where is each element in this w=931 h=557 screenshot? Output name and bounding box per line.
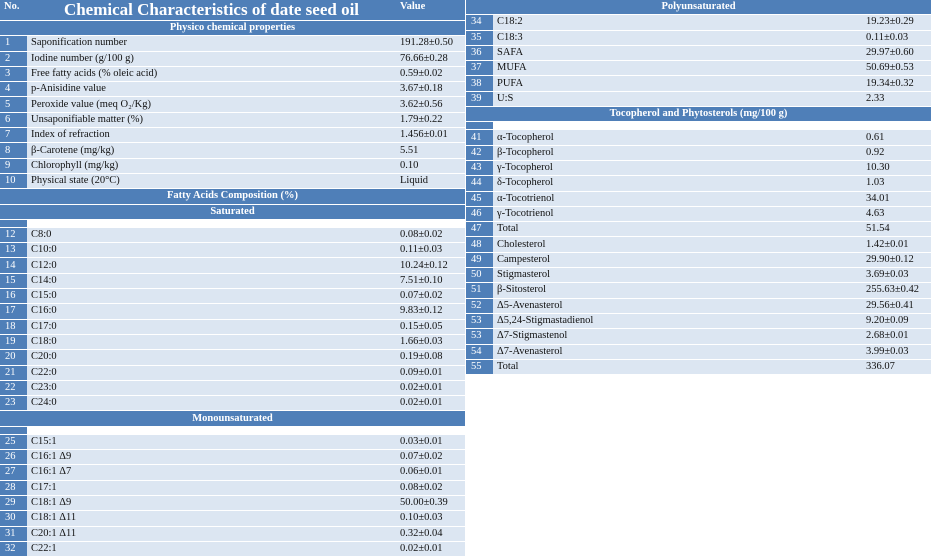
- table-row: [466, 313, 931, 328]
- table-row: [0, 227, 465, 242]
- table-row: [466, 359, 931, 374]
- row-value: 29.90±0.12: [862, 252, 931, 267]
- row-number: 2: [0, 51, 27, 66]
- table-row: [466, 191, 931, 206]
- row-value: 0.02±0.01: [396, 380, 465, 395]
- row-value: 10.30: [862, 160, 931, 175]
- row-value: 0.02±0.01: [396, 396, 465, 411]
- row-value: 1.79±0.22: [396, 112, 465, 127]
- table-row: [0, 36, 465, 51]
- row-value: 3.69±0.03: [862, 268, 931, 283]
- row-label: p-Anisidine value: [27, 82, 396, 97]
- section-header: [0, 204, 465, 219]
- row-value: 0.92: [862, 145, 931, 160]
- row-number: 15: [0, 273, 27, 288]
- row-label: C18:2: [493, 15, 862, 30]
- table-title: Chemical Characteristics of date seed oil: [27, 0, 396, 21]
- row-value: 76.66±0.28: [396, 51, 465, 66]
- row-number: 25: [0, 434, 27, 449]
- table-row: [466, 45, 931, 60]
- row-value: 0.07±0.02: [396, 450, 465, 465]
- section-header: [466, 107, 931, 122]
- table-row: [466, 344, 931, 359]
- row-value: 1.456±0.01: [396, 128, 465, 143]
- table-row: [466, 283, 931, 298]
- table-row: [0, 304, 465, 319]
- row-number: 55: [466, 359, 493, 374]
- row-value: 0.61: [862, 130, 931, 145]
- row-value: 9.20±0.09: [862, 313, 931, 328]
- row-value: 1.66±0.03: [396, 334, 465, 349]
- table-row: [466, 329, 931, 344]
- row-label: β-Carotene (mg/kg): [27, 143, 396, 158]
- row-value: 255.63±0.42: [862, 283, 931, 298]
- row-label: Peroxide value (meq O₂/Kg): [27, 97, 396, 112]
- row-value: 4.63: [862, 206, 931, 221]
- row-label: Stigmasterol: [493, 268, 862, 283]
- row-label: Δ7-Avenasterol: [493, 344, 862, 359]
- row-label: C17:0: [27, 319, 396, 334]
- row-value: 7.51±0.10: [396, 273, 465, 288]
- table-row: [0, 51, 465, 66]
- row-value: 1.42±0.01: [862, 237, 931, 252]
- row-number: 49: [466, 252, 493, 267]
- row-value: 0.11±0.03: [396, 243, 465, 258]
- table-row: [0, 158, 465, 173]
- table-row: [0, 66, 465, 81]
- row-value: 0.10: [396, 158, 465, 173]
- row-number: 30: [0, 511, 27, 526]
- row-value: 0.03±0.01: [396, 434, 465, 449]
- row-label: C22:1: [27, 541, 396, 556]
- row-label: Unsaponifiable matter (%): [27, 112, 396, 127]
- row-number: 43: [466, 160, 493, 175]
- row-number: 7: [0, 128, 27, 143]
- table-row: [466, 252, 931, 267]
- table-row: [0, 434, 465, 449]
- row-label: MUFA: [493, 61, 862, 76]
- row-number: 20: [0, 350, 27, 365]
- spacer-cell: [0, 426, 27, 434]
- table-row: [466, 91, 931, 106]
- row-label: C15:1: [27, 434, 396, 449]
- table-row: [466, 268, 931, 283]
- row-label: β-Sitosterol: [493, 283, 862, 298]
- row-value: 0.08±0.02: [396, 227, 465, 242]
- row-number: 51: [466, 283, 493, 298]
- row-label: Total: [493, 222, 862, 237]
- row-value: 3.99±0.03: [862, 344, 931, 359]
- row-label: Index of refraction: [27, 128, 396, 143]
- table-row: [0, 112, 465, 127]
- row-number: 3: [0, 66, 27, 81]
- row-label: C18:3: [493, 30, 862, 45]
- row-label: Cholesterol: [493, 237, 862, 252]
- row-value: 50.00±0.39: [396, 495, 465, 510]
- section-title: Tocopherol and Phytosterols (mg/100 g): [466, 107, 931, 122]
- section-header: [0, 189, 465, 204]
- row-label: Free fatty acids (% oleic acid): [27, 66, 396, 81]
- table-row: [466, 130, 931, 145]
- row-number: 12: [0, 227, 27, 242]
- spacer-row: [466, 122, 931, 130]
- row-number: 39: [466, 91, 493, 106]
- table-row: [466, 160, 931, 175]
- row-label: C17:1: [27, 480, 396, 495]
- row-label: Δ5-Avenasterol: [493, 298, 862, 313]
- row-number: 45: [466, 191, 493, 206]
- row-value: 0.11±0.03: [862, 30, 931, 45]
- row-number: 22: [0, 380, 27, 395]
- row-number: 47: [466, 222, 493, 237]
- table-row: [0, 82, 465, 97]
- row-label: α-Tocopherol: [493, 130, 862, 145]
- row-number: 46: [466, 206, 493, 221]
- row-number: 18: [0, 319, 27, 334]
- row-value: 0.06±0.01: [396, 465, 465, 480]
- row-value: 51.54: [862, 222, 931, 237]
- row-value: Liquid: [396, 173, 465, 188]
- right-table: [466, 0, 931, 375]
- row-number: 5: [0, 97, 27, 112]
- row-number: 37: [466, 61, 493, 76]
- row-label: SAFA: [493, 45, 862, 60]
- row-number: 42: [466, 145, 493, 160]
- row-number: 27: [0, 465, 27, 480]
- table-row: [0, 319, 465, 334]
- row-label: γ-Tocopherol: [493, 160, 862, 175]
- row-number: 10: [0, 173, 27, 188]
- row-number: 28: [0, 480, 27, 495]
- row-value: 0.10±0.03: [396, 511, 465, 526]
- row-value: 0.15±0.05: [396, 319, 465, 334]
- row-number: 38: [466, 76, 493, 91]
- row-value: 191.28±0.50: [396, 36, 465, 51]
- spacer-cell: [0, 219, 27, 227]
- row-label: α-Tocotrienol: [493, 191, 862, 206]
- section-header: [0, 21, 465, 36]
- row-value: 10.24±0.12: [396, 258, 465, 273]
- spacer-cell: [27, 426, 465, 434]
- row-label: Iodine number (g/100 g): [27, 51, 396, 66]
- row-label: Campesterol: [493, 252, 862, 267]
- row-number: 29: [0, 495, 27, 510]
- table-row: [0, 495, 465, 510]
- row-value: 34.01: [862, 191, 931, 206]
- row-value: 0.59±0.02: [396, 66, 465, 81]
- row-number: 54: [466, 344, 493, 359]
- spacer-row: [0, 426, 465, 434]
- table-row: [466, 176, 931, 191]
- row-value: 5.51: [396, 143, 465, 158]
- row-value: 2.33: [862, 91, 931, 106]
- row-number: 21: [0, 365, 27, 380]
- row-label: γ-Tocotrienol: [493, 206, 862, 221]
- table-row: [0, 380, 465, 395]
- table-row: [466, 15, 931, 30]
- row-number: 13: [0, 243, 27, 258]
- row-label: C22:0: [27, 365, 396, 380]
- section-header: [0, 411, 465, 426]
- table-row: [0, 511, 465, 526]
- row-value: 0.09±0.01: [396, 365, 465, 380]
- table-row: [0, 128, 465, 143]
- row-label: δ-Tocopherol: [493, 176, 862, 191]
- row-label: C20:1 Δ11: [27, 526, 396, 541]
- table-row: [0, 480, 465, 495]
- row-label: C8:0: [27, 227, 396, 242]
- row-label: C23:0: [27, 380, 396, 395]
- spacer-cell: [466, 122, 493, 130]
- table-row: [0, 173, 465, 188]
- row-number: 36: [466, 45, 493, 60]
- section-title: Fatty Acids Composition (%): [0, 189, 465, 204]
- row-number: 8: [0, 143, 27, 158]
- table-header: [0, 0, 465, 21]
- row-label: Physical state (20°C): [27, 173, 396, 188]
- table-row: [0, 289, 465, 304]
- section-title: Polyunsaturated: [466, 0, 931, 15]
- table-row: [466, 222, 931, 237]
- row-value: 0.07±0.02: [396, 289, 465, 304]
- table-row: [0, 450, 465, 465]
- table-row: [0, 365, 465, 380]
- row-label: C16:1 Δ7: [27, 465, 396, 480]
- table-row: [0, 243, 465, 258]
- row-value: 19.23±0.29: [862, 15, 931, 30]
- row-number: 16: [0, 289, 27, 304]
- row-number: 6: [0, 112, 27, 127]
- table-row: [0, 396, 465, 411]
- table-row: [466, 61, 931, 76]
- row-value: 0.19±0.08: [396, 350, 465, 365]
- row-number: 35: [466, 30, 493, 45]
- table-row: [466, 76, 931, 91]
- row-number: 4: [0, 82, 27, 97]
- row-label: C16:1 Δ9: [27, 450, 396, 465]
- row-number: 48: [466, 237, 493, 252]
- section-title: Physico chemical properties: [0, 21, 465, 36]
- row-number: 32: [0, 541, 27, 556]
- left-table: [0, 0, 465, 557]
- row-number: 31: [0, 526, 27, 541]
- row-value: 19.34±0.32: [862, 76, 931, 91]
- row-number: 44: [466, 176, 493, 191]
- table-row: [466, 30, 931, 45]
- row-label: C18:1 Δ9: [27, 495, 396, 510]
- table-row: [466, 145, 931, 160]
- spacer-cell: [27, 219, 465, 227]
- row-label: Δ7-Stigmastenol: [493, 329, 862, 344]
- row-number: 23: [0, 396, 27, 411]
- row-value: 9.83±0.12: [396, 304, 465, 319]
- row-label: C14:0: [27, 273, 396, 288]
- row-number: 19: [0, 334, 27, 349]
- row-number: 17: [0, 304, 27, 319]
- row-value: 50.69±0.53: [862, 61, 931, 76]
- row-label: C16:0: [27, 304, 396, 319]
- header-no: No.: [0, 0, 27, 21]
- section-title: Saturated: [0, 204, 465, 219]
- row-label: Δ5,24-Stigmastadienol: [493, 313, 862, 328]
- table-row: [0, 273, 465, 288]
- table-row: [0, 97, 465, 112]
- section-title: Monounsaturated: [0, 411, 465, 426]
- header-value: Value: [396, 0, 465, 21]
- spacer-cell: [493, 122, 931, 130]
- row-value: 3.67±0.18: [396, 82, 465, 97]
- table-row: [0, 258, 465, 273]
- table-row: [466, 237, 931, 252]
- table-row: [466, 298, 931, 313]
- row-value: 336.07: [862, 359, 931, 374]
- row-label: C10:0: [27, 243, 396, 258]
- table-row: [0, 541, 465, 556]
- row-number: 41: [466, 130, 493, 145]
- row-label: PUFA: [493, 76, 862, 91]
- row-label: Chlorophyll (mg/kg): [27, 158, 396, 173]
- row-value: 0.32±0.04: [396, 526, 465, 541]
- row-number: 53: [466, 313, 493, 328]
- spacer-row: [0, 219, 465, 227]
- row-label: C18:0: [27, 334, 396, 349]
- row-value: 3.62±0.56: [396, 97, 465, 112]
- row-label: C18:1 Δ11: [27, 511, 396, 526]
- row-value: 1.03: [862, 176, 931, 191]
- row-number: 53: [466, 329, 493, 344]
- row-number: 50: [466, 268, 493, 283]
- row-label: C24:0: [27, 396, 396, 411]
- row-label: C20:0: [27, 350, 396, 365]
- row-value: 2.68±0.01: [862, 329, 931, 344]
- table-row: [0, 526, 465, 541]
- row-number: 1: [0, 36, 27, 51]
- table-row: [466, 206, 931, 221]
- row-number: 34: [466, 15, 493, 30]
- row-value: 29.56±0.41: [862, 298, 931, 313]
- table-row: [0, 350, 465, 365]
- row-number: 9: [0, 158, 27, 173]
- row-number: 14: [0, 258, 27, 273]
- row-label: C12:0: [27, 258, 396, 273]
- row-label: Saponification number: [27, 36, 396, 51]
- table-row: [0, 143, 465, 158]
- row-value: 29.97±0.60: [862, 45, 931, 60]
- row-label: β-Tocopherol: [493, 145, 862, 160]
- row-value: 0.08±0.02: [396, 480, 465, 495]
- row-number: 52: [466, 298, 493, 313]
- row-number: 26: [0, 450, 27, 465]
- section-header: [466, 0, 931, 15]
- row-value: 0.02±0.01: [396, 541, 465, 556]
- table-row: [0, 465, 465, 480]
- row-label: U:S: [493, 91, 862, 106]
- row-label: Total: [493, 359, 862, 374]
- table-row: [0, 334, 465, 349]
- row-label: C15:0: [27, 289, 396, 304]
